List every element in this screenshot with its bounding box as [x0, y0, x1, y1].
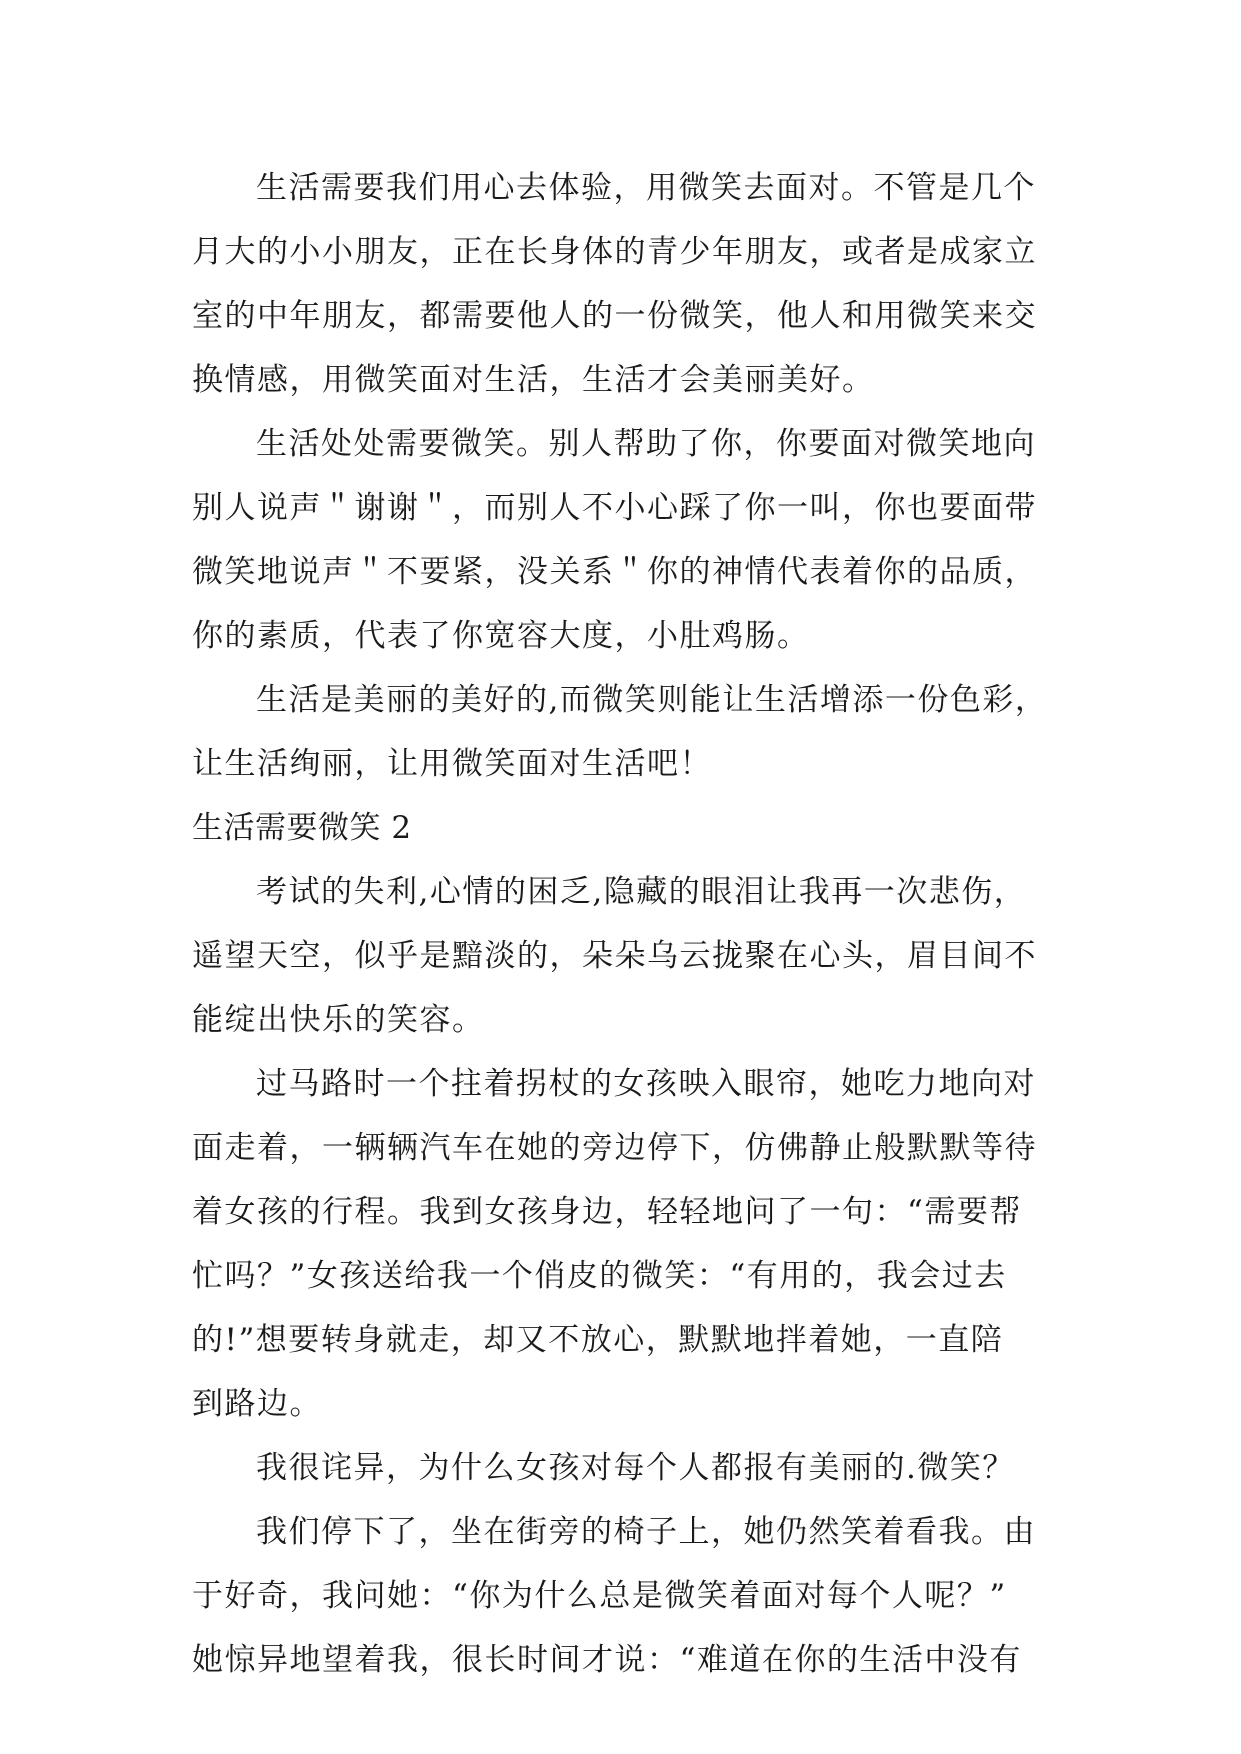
text-line: 月大的小小朋友，正在长身体的青少年朋友，或者是成家立: [192, 234, 1037, 270]
text-line: 让生活绚丽，让用微笑面对生活吧！: [192, 746, 712, 782]
text-line: 于好奇，我问她：“你为什么总是微笑着面对每个人呢？”: [192, 1578, 1007, 1614]
text-line: 你的素质，代表了你宽容大度，小肚鸡肠。: [192, 618, 810, 654]
section-heading: 生活需要微笑 2: [192, 810, 412, 846]
text-line: 过马路时一个拄着拐杖的女孩映入眼帘，她吃力地向对: [256, 1066, 1036, 1102]
text-line: 室的中年朋友，都需要他人的一份微笑，他人和用微笑来交: [192, 298, 1037, 334]
text-line: 考试的失利,心情的困乏,隐藏的眼泪让我再一次悲伤，: [256, 874, 1027, 910]
text-line: 我很诧异，为什么女孩对每个人都报有美丽的.微笑？: [256, 1450, 1015, 1486]
text-line: 别人说声＂谢谢＂，而别人不小心踩了你一叫，你也要面带: [192, 490, 1037, 526]
text-line: 微笑地说声＂不要紧，没关系＂你的神情代表着你的品质，: [192, 554, 1037, 590]
text-line: 她惊异地望着我，很长时间才说：“难道在你的生活中没有: [192, 1642, 1022, 1678]
text-line: 换情感，用微笑面对生活，生活才会美丽美好。: [192, 362, 875, 398]
document-body: [192, 156, 1072, 1692]
text-line: 面走着，一辆辆汽车在她的旁边停下，仿佛静止般默默等待: [192, 1130, 1037, 1166]
text-line: 到路边。: [192, 1386, 322, 1422]
text-line: 着女孩的行程。我到女孩身边，轻轻地问了一句：“需要帮: [192, 1194, 1022, 1230]
text-line: 我们停下了，坐在街旁的椅子上，她仍然笑着看我。由: [256, 1514, 1036, 1550]
text-line: 遥望天空，似乎是黯淡的，朵朵乌云拢聚在心头，眉目间不: [192, 938, 1037, 974]
text-line: 生活是美丽的美好的,而微笑则能让生活增添一份色彩，: [256, 682, 1048, 718]
text-line: 能绽出快乐的笑容。: [192, 1002, 485, 1038]
text-line: 的!”想要转身就走，却又不放心，默默地拌着她，一直陪: [192, 1322, 1004, 1358]
text-line: 生活需要我们用心去体验，用微笑去面对。不管是几个: [256, 170, 1036, 206]
text-line: 生活处处需要微笑。别人帮助了你，你要面对微笑地向: [256, 426, 1036, 462]
text-line: 忙吗？”女孩送给我一个俏皮的微笑：“有用的，我会过去: [192, 1258, 1007, 1294]
